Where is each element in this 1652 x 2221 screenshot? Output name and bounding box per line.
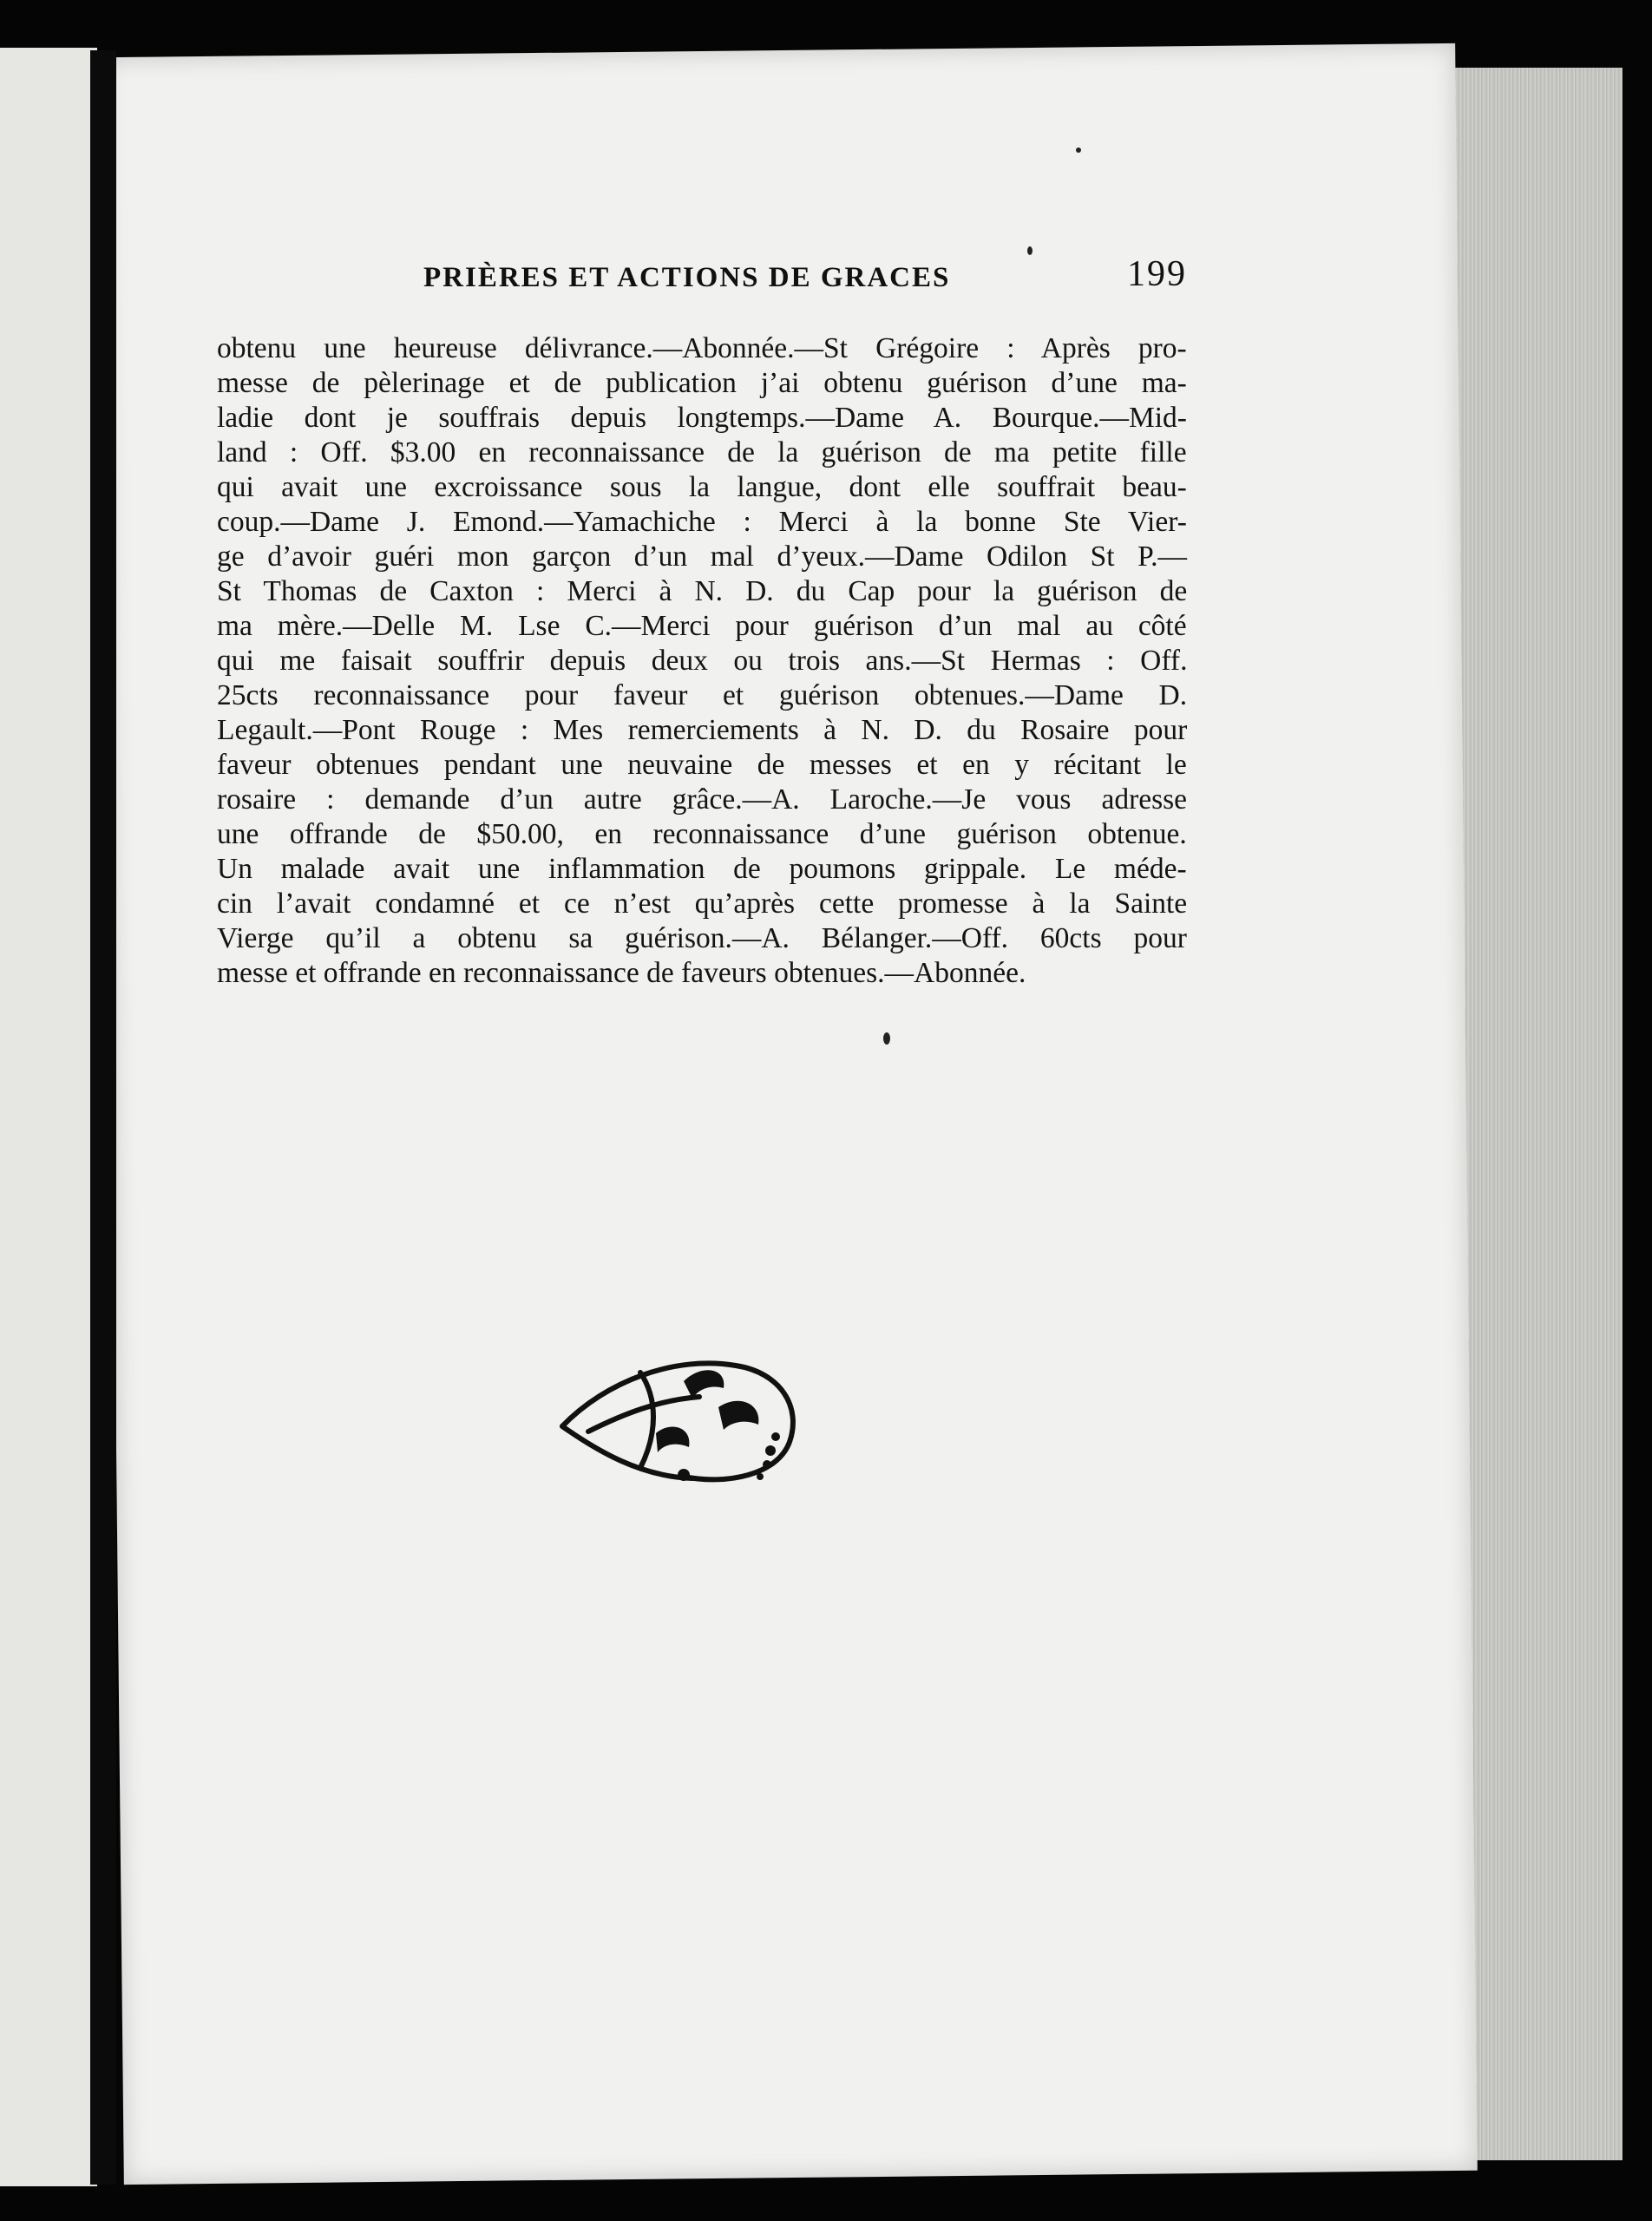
text-line: ge d’avoir guéri mon garçon d’un mal d’yeux.—Dame Odilon St P.—: [217, 541, 1187, 573]
text-line: messe et offrande en reconnaissance de faveurs obtenues.—Abonnée.: [217, 957, 1026, 989]
text-line: rosaire : demande d’un autre grâce.—A. Laroche.—Je vous adresse: [217, 783, 1188, 816]
body-text: [217, 331, 1187, 991]
floral-tailpiece-icon: [554, 1346, 805, 1494]
text-line: Legault.—Pont Rouge : Mes remerciements à N. D. du Rosaire pour: [217, 714, 1188, 746]
book-spine-shadow: [90, 50, 116, 2185]
text-line: 25cts reconnaissance pour faveur et guérison obtenues.—Dame D.: [217, 679, 1188, 711]
text-line: cin l’avait condamné et ce n’est qu’après cette promesse à la Sainte: [217, 888, 1188, 920]
text-line: qui me faisait souffrir depuis deux ou trois ans.—St Hermas : Off.: [217, 645, 1188, 677]
text-line: St Thomas de Caxton : Merci à N. D. du Cap pour la guérison de: [217, 575, 1188, 607]
running-title: PRIÈRES ET ACTIONS DE GRACES: [423, 262, 951, 293]
text-line: Un malade avait une inflammation de poumons grippale. Le méde-: [217, 853, 1187, 885]
text-line: faveur obtenues pendant une neuvaine de messes et en y récitant le: [217, 749, 1187, 781]
text-line: ma mère.—Delle M. Lse C.—Merci pour guérison d’un mal au côté: [217, 610, 1187, 642]
page-number: 199: [1127, 254, 1187, 294]
text-line: ladie dont je souffrais depuis longtemps.—Dame A. Bourque.—Mid-: [217, 402, 1187, 434]
paper-speck: [883, 1032, 890, 1045]
previous-page-edge: [0, 48, 97, 2186]
paper-speck: [1027, 246, 1032, 255]
text-line: obtenu une heureuse délivrance.—Abonnée.—St Grégoire : Après pro-: [217, 332, 1187, 364]
text-line: Vierge qu’il a obtenu sa guérison.—A. Bélanger.—Off. 60cts pour: [217, 922, 1187, 954]
paper-speck: [1076, 147, 1081, 153]
text-line: messe de pèlerinage et de publication j’ai obtenu guérison d’une ma-: [217, 367, 1187, 399]
text-line: une offrande de $50.00, en reconnaissance d’une guérison obtenue.: [217, 818, 1187, 850]
text-line: qui avait une excroissance sous la langue, dont elle souffrait beau-: [217, 471, 1187, 503]
page-header: [416, 253, 1187, 305]
text-line: land : Off. $3.00 en reconnaissance de la guérison de ma petite fille: [217, 436, 1187, 468]
text-line: coup.—Dame J. Emond.—Yamachiche : Merci à la bonne Ste Vier-: [217, 506, 1187, 538]
